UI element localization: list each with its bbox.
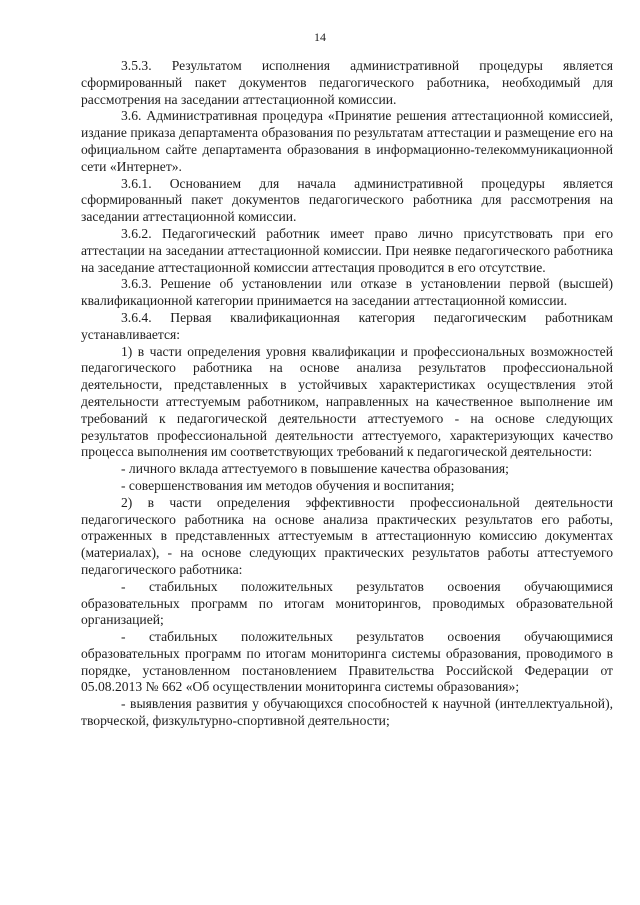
bullet-item: - совершенствования им методов обучения и воспитания; <box>121 477 455 493</box>
document-body <box>81 58 613 730</box>
bullet-item: - выявления развития у обучающихся способностей к научной (интеллектуальной), творческой, физкультурно-спортивной деятельности; <box>81 696 613 729</box>
paragraph-3-6-4: 3.6.4. Первая квалификационная категория педагогическим работникам устанавливается: <box>81 309 613 342</box>
paragraph-3-6-2: 3.6.2. Педагогический работник имеет право лично присутствовать при его аттестации на заседании аттестационной комиссии. При неявке педагогического работника на заседание аттестационной комиссии аттестация проводится в его отсутствие. <box>81 225 613 275</box>
bullet-item: - личного вклада аттестуемого в повышение качества образования; <box>121 461 509 477</box>
bullet-item: - стабильных положительных результатов освоения обучающимися образовательных программ по итогам мониторинга системы образования, проводимого в порядке, установленном постановлением Правительства Российской Федерации от 05.08.2013 № 662 «Об осуществлении мониторинга системы образования»; <box>81 629 613 695</box>
paragraph-3-6-3: 3.6.3. Решение об установлении или отказе в установлении первой (высшей) квалификационной категории принимается на заседании аттестационной комиссии. <box>81 276 613 309</box>
list-item-1: 1) в части определения уровня квалификации и профессиональных возможностей педагогического работника на основе анализа результатов профессиональной деятельности, представленных в устойчивых характеристиках осуществления этой деятельности аттестуемым работником, направленных на качественное выполнение им требований к педагогической деятельности аттестуемого - на основе следующих результатов профессиональной деятельности аттестуемого, характеризующих качество процесса выполнения им соответствующих требований к педагогической деятельности: <box>81 343 613 460</box>
paragraph-3-6-1: 3.6.1. Основанием для начала административной процедуры является сформированный пакет документов педагогического работника для рассмотрения на заседании аттестационной комиссии. <box>81 175 613 225</box>
paragraph-3-5-3: 3.5.3. Результатом исполнения административной процедуры является сформированный пакет документов педагогического работника, необходимый для рассмотрения на заседании аттестационной комиссии. <box>81 58 613 107</box>
page-number: 14 <box>314 30 326 44</box>
list-item-2: 2) в части определения эффективности профессиональной деятельности педагогического работника на основе анализа практических результатов его работы, отраженных в представленных аттестуемым в аттестационную комиссию документах (материалах), - на основе следующих практических результатов работы аттестуемого педагогического работника: <box>81 494 613 577</box>
bullet-item: - стабильных положительных результатов освоения обучающимися образовательных программ по итогам мониторингов, проводимых образовательной организацией; <box>81 578 613 628</box>
paragraph-3-6: 3.6. Административная процедура «Принятие решения аттестационной комиссией, издание приказа департамента образования по результатам аттестации и размещение его на официальном сайте департамента образования в информационно-телекоммуникационной сети «Интернет». <box>81 108 613 174</box>
